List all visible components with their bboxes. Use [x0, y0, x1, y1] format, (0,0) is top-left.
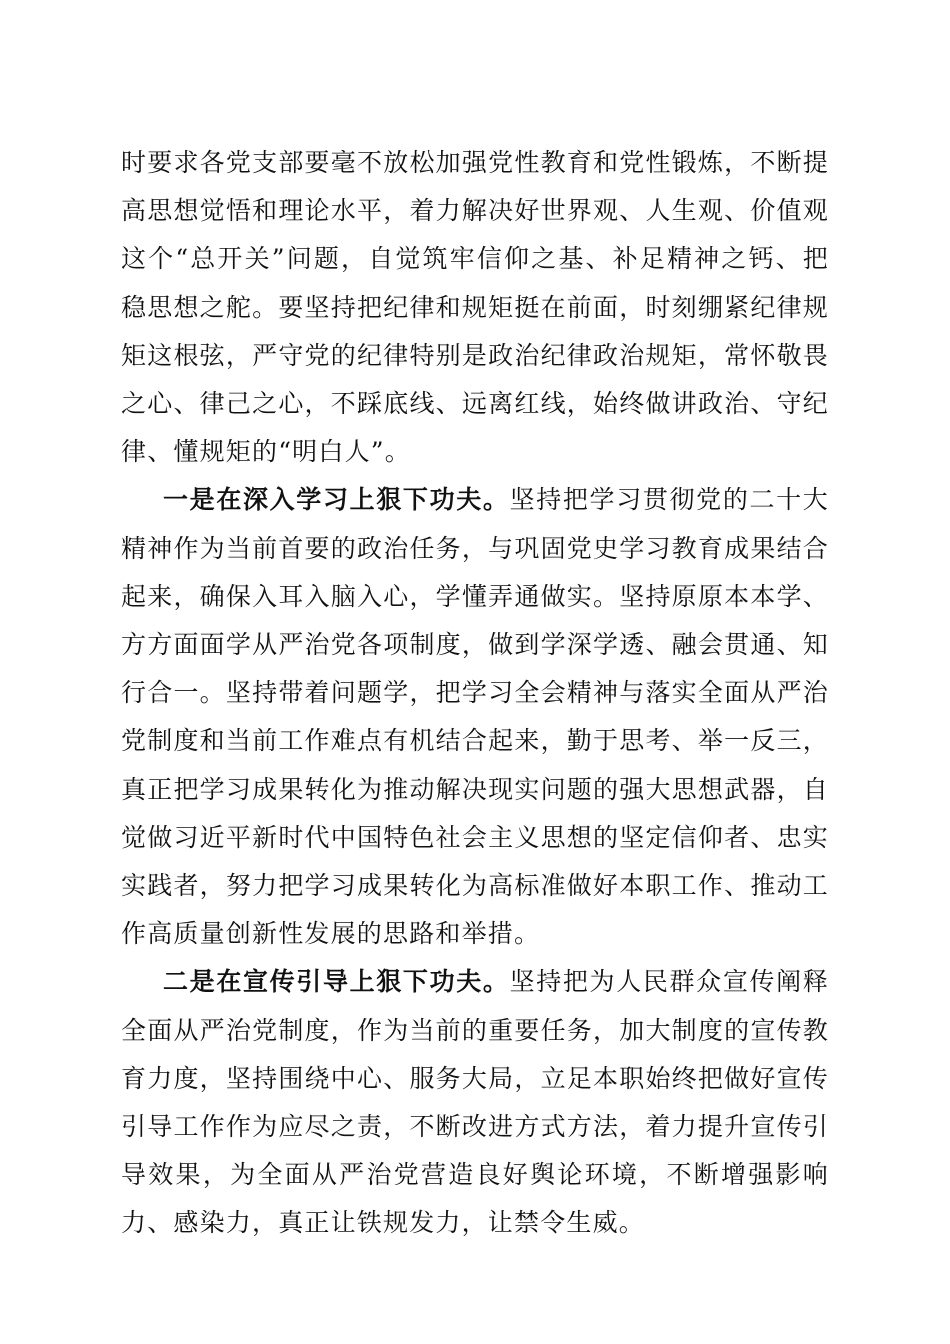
paragraph-heading: 一是在深入学习上狠下功夫。	[163, 485, 510, 515]
paragraph-publicity-guidance	[121, 958, 829, 1247]
paragraph-text: 坚持把学习贯彻党的二十大精神作为当前首要的政治任务，与巩固党史学习教育成果结合起来，确保入耳入脑入心，学懂弄通做实。坚持原原本本学、方方面面学从严治党各项制度，做到学深学透、融会贯通、知行合一。坚持带着问题学，把学习全会精神与落实全面从严治党制度和当前工作难点有机结合起来，勤于思考、举一反三，真正把学习成果转化为推动解决现实问题的强大思想武器，自觉做习近平新时代中国特色社会主义思想的坚定信仰者、忠实实践者，努力把学习成果转化为高标准做好本职工作、推动工作高质量创新性发展的思路和举措。	[121, 485, 829, 949]
document-body	[121, 139, 829, 1248]
paragraph-text: 时要求各党支部要毫不放松加强党性教育和党性锻炼，不断提高思想觉悟和理论水平，着力解决好世界观、人生观、价值观这个“总开关”问题，自觉筑牢信仰之基、补足精神之钙、把稳思想之舵。要坚持把纪律和规矩挺在前面，时刻绷紧纪律规矩这根弦，严守党的纪律特别是政治纪律政治规矩，常怀敬畏之心、律己之心，不踩底线、远离红线，始终做讲政治、守纪律、懂规矩的“明白人”。	[121, 148, 829, 467]
paragraph-deep-study	[121, 476, 829, 958]
paragraph-continuation	[121, 139, 829, 476]
paragraph-heading: 二是在宣传引导上狠下功夫。	[163, 967, 510, 997]
paragraph-text: 坚持把为人民群众宣传阐释全面从严治党制度，作为当前的重要任务，加大制度的宣传教育力度，坚持围绕中心、服务大局，立足本职始终把做好宣传引导工作作为应尽之责，不断改进方式方法，着力提升宣传引导效果，为全面从严治党营造良好舆论环境，不断增强影响力、感染力，真正让铁规发力，让禁令生威。	[121, 967, 829, 1238]
